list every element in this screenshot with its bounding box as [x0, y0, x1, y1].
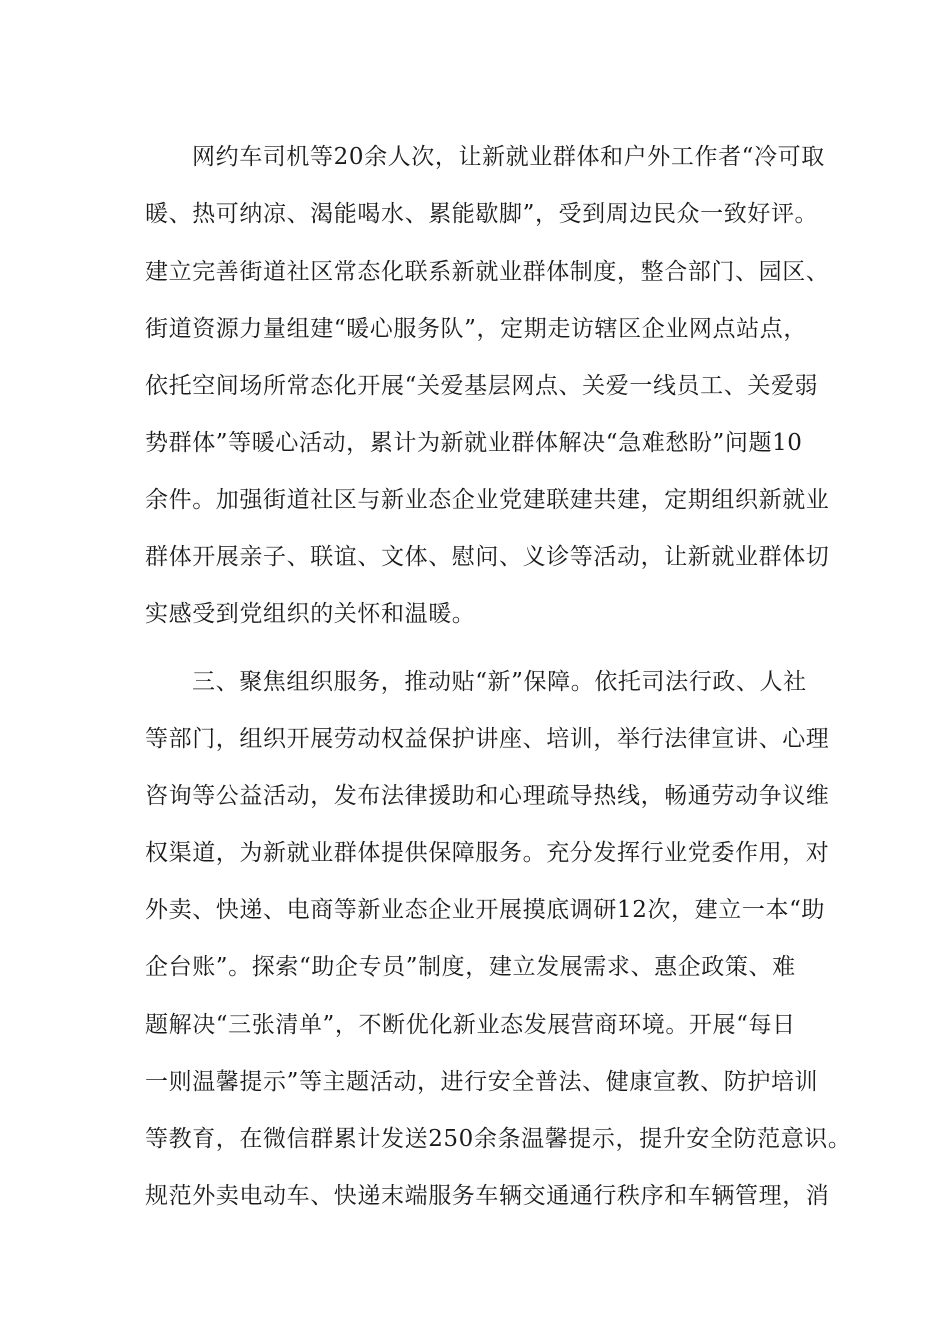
text-line: 街道资源力量组建“暖心服务队”，定期走访辖区企业网点站点，: [145, 316, 807, 342]
text-line: 依托空间场所常态化开展“关爱基层网点、关爱一线员工、关爱弱: [145, 373, 819, 399]
text-line: 建立完善街道社区常态化联系新就业群体制度，整合部门、园区、: [145, 259, 830, 285]
text-line: 余件。加强街道社区与新业态企业党建联建共建，定期组织新就业: [145, 487, 830, 513]
text-line: 网约车司机等20余人次，让新就业群体和户外工作者“冷可取: [192, 144, 825, 170]
text-line: 暖、热可纳凉、渴能喝水、累能歇脚”，受到周边民众一致好评。: [145, 201, 819, 227]
text-line: 群体开展亲子、联谊、文体、慰问、义诊等活动，让新就业群体切: [145, 544, 830, 570]
text-line: 题解决“三张清单”，不断优化新业态发展营商环境。开展“每日: [145, 1012, 796, 1038]
text-line: 实感受到党组织的关怀和温暖。: [145, 601, 476, 627]
text-line: 势群体”等暖心活动，累计为新就业群体解决“急难愁盼”问题10: [145, 430, 803, 456]
text-line: 外卖、快递、电商等新业态企业开展摸底调研12次，建立一本“助: [145, 897, 826, 923]
text-line: 三、聚焦组织服务，推动贴“新”保障。依托司法行政、人社: [192, 669, 807, 695]
text-line: 一则温馨提示”等主题活动，进行安全普法、健康宣教、防护培训: [145, 1069, 819, 1095]
text-line: 等教育，在微信群累计发送250余条温馨提示，提升安全防范意识。: [145, 1126, 852, 1152]
text-line: 等部门，组织开展劳动权益保护讲座、培训，举行法律宣讲、心理: [145, 726, 830, 752]
text-line: 权渠道，为新就业群体提供保障服务。充分发挥行业党委作用，对: [145, 840, 830, 866]
text-line: 企台账”。探索“助企专员”制度，建立发展需求、惠企政策、难: [145, 954, 796, 980]
text-line: 规范外卖电动车、快递末端服务车辆交通通行秩序和车辆管理，消: [145, 1183, 830, 1209]
text-line: 咨询等公益活动，发布法律援助和心理疏导热线，畅通劳动争议维: [145, 783, 830, 809]
